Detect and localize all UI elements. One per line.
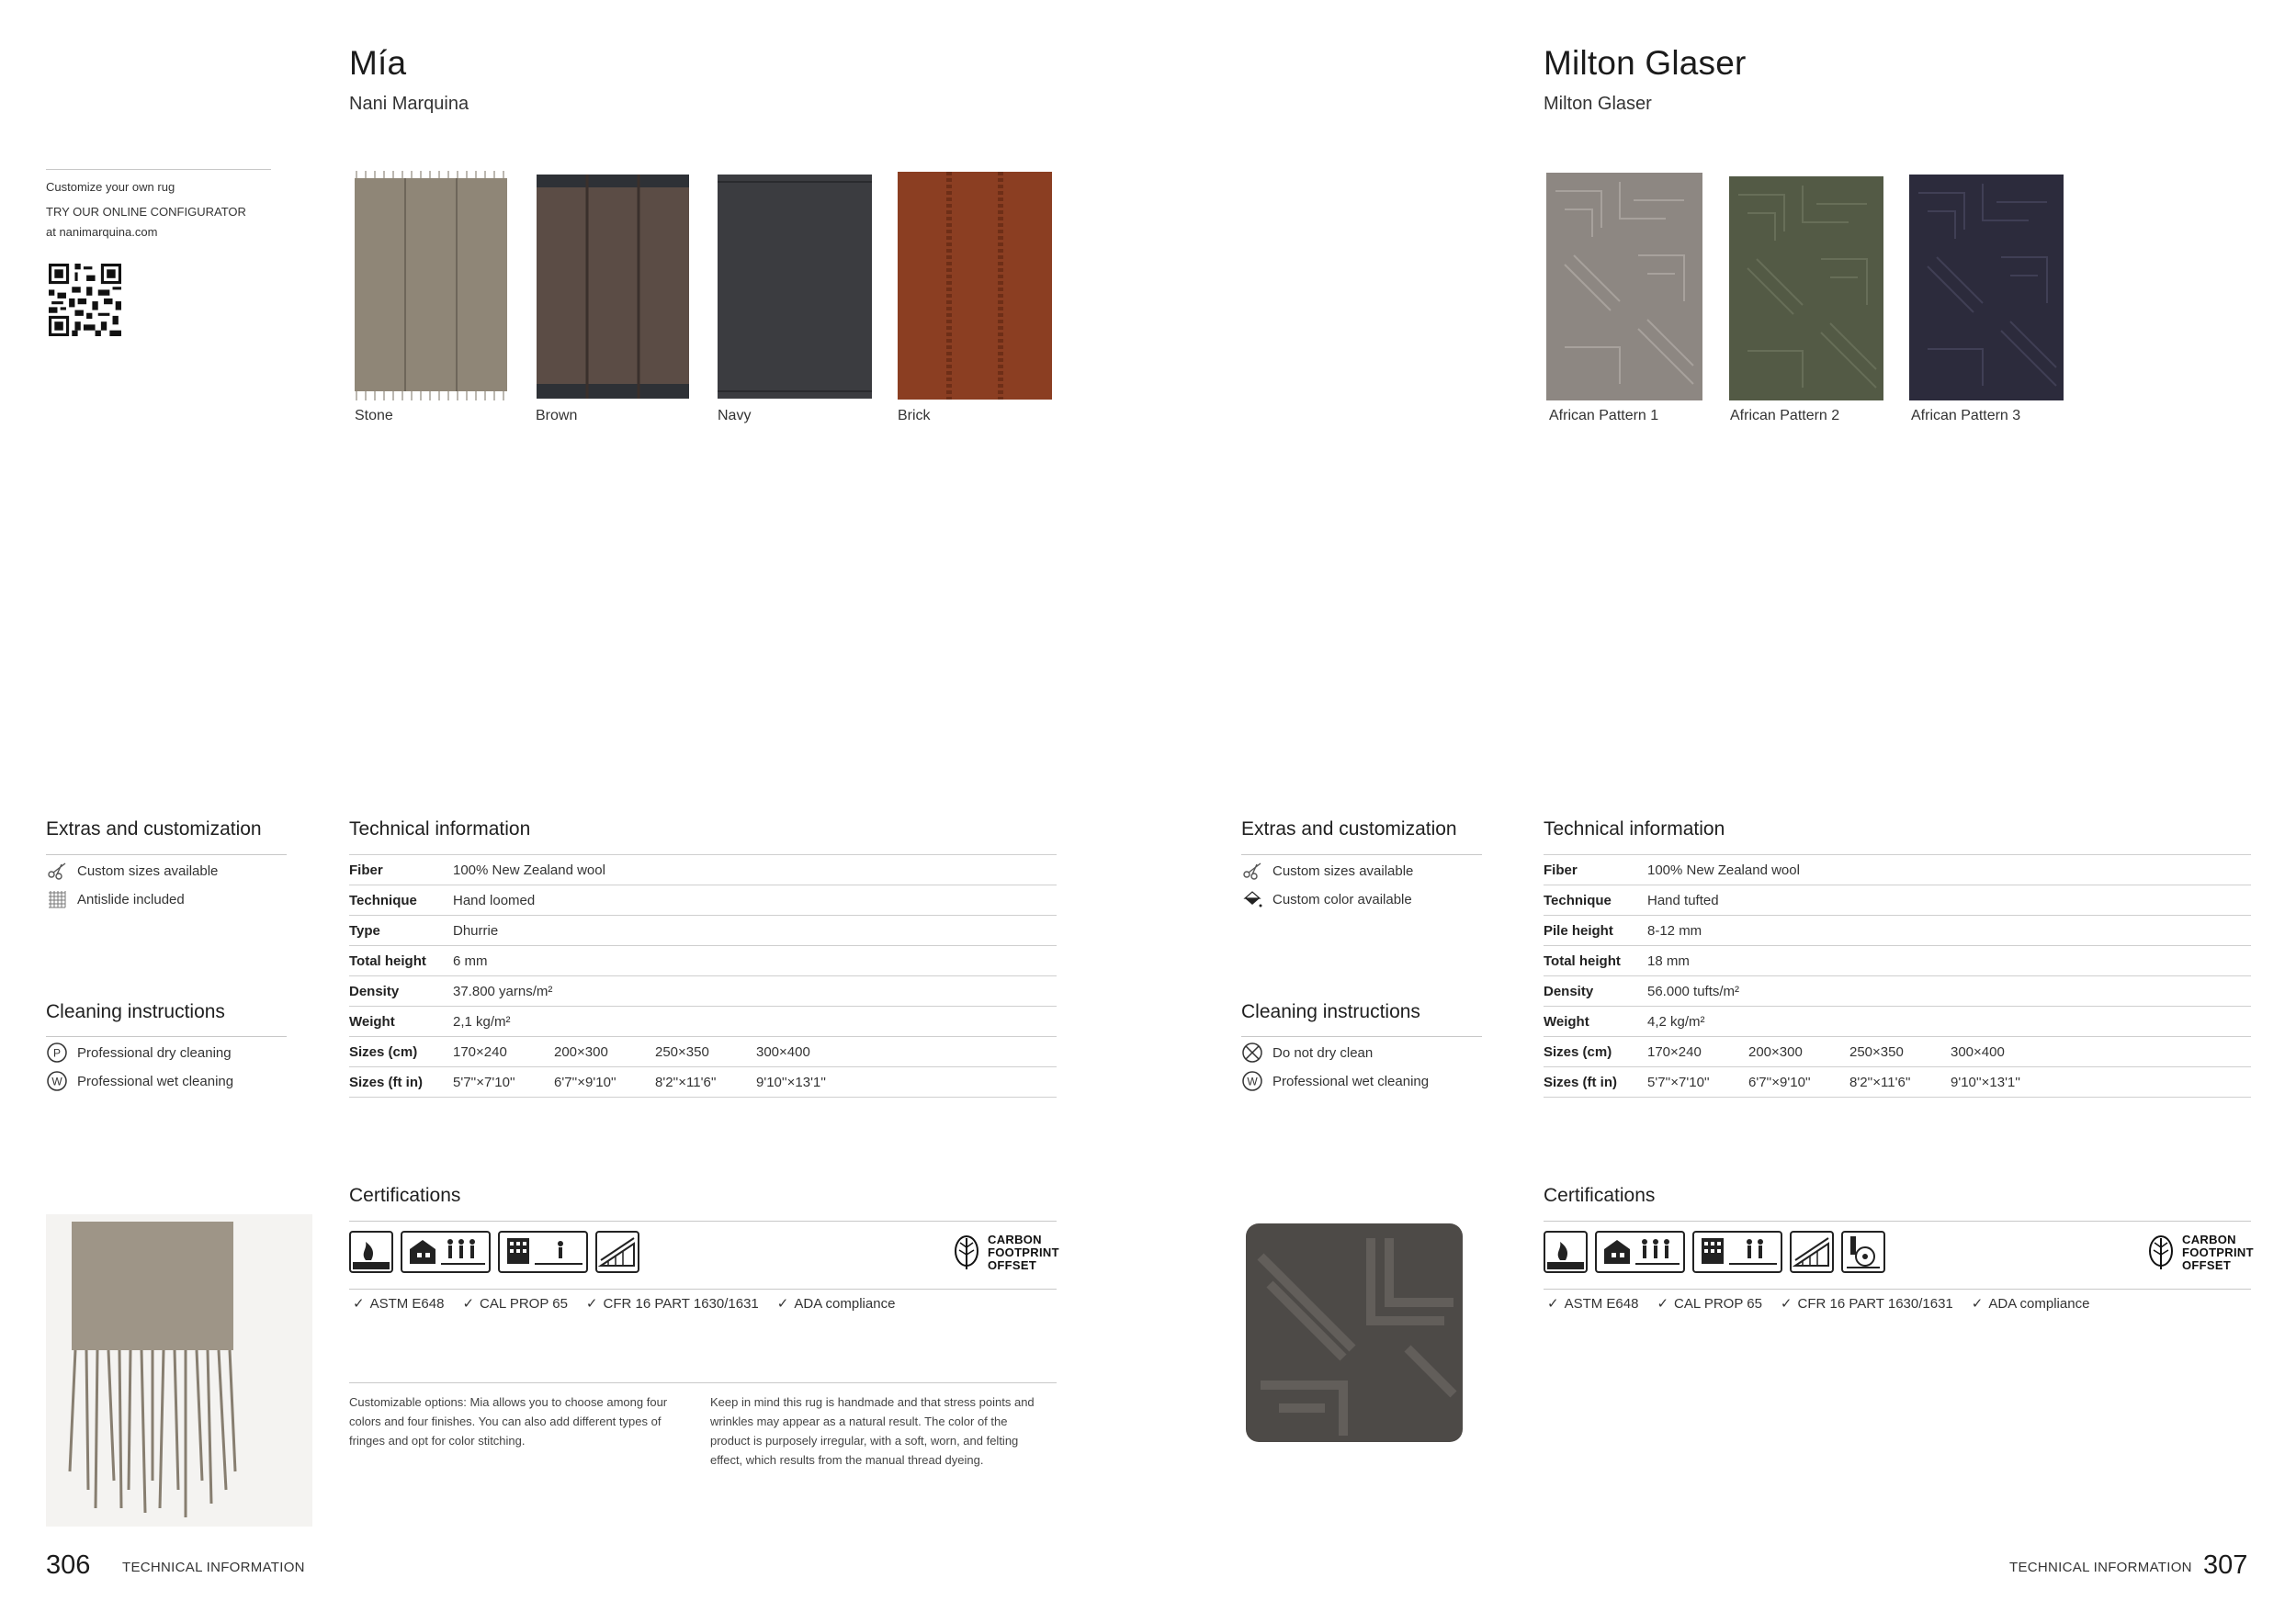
tech-title: Technical information (349, 818, 531, 840)
do-not-dry-clean-icon (1241, 1042, 1263, 1064)
compliance-item: ✓ CAL PROP 65 (462, 1295, 568, 1312)
tech-value: 8-12 mm (1647, 916, 2251, 946)
cleaning-title: Cleaning instructions (46, 1001, 225, 1022)
footer-label: TECHNICAL INFORMATION (2009, 1560, 2192, 1575)
note-customizable-options: Customizable options: Mia allows you to choose among four colors and four finishes. You can also add different types of fringes and opt for color stitching. (349, 1395, 668, 1448)
commercial-use-icon (498, 1231, 588, 1273)
compliance-item: ✓ ADA compliance (776, 1295, 896, 1312)
tech-key: Sizes (ft in) (1544, 1067, 1647, 1098)
cleaning-item (46, 1042, 232, 1064)
cleaning-label: Professional wet cleaning (77, 1073, 234, 1089)
carbon-line: OFFSET (988, 1258, 1037, 1272)
tech-value: 9'10''×13'1'' (1951, 1067, 2052, 1098)
cleaning-title: Cleaning instructions (1241, 1001, 1420, 1022)
rug-label: African Pattern 1 (1549, 408, 1659, 423)
tech-value: Dhurrie (453, 916, 1057, 946)
leaf-icon (951, 1234, 982, 1271)
tech-key: Sizes (cm) (349, 1037, 453, 1067)
tech-key: Sizes (cm) (1544, 1037, 1647, 1067)
leaf-icon (2145, 1234, 2177, 1271)
tech-value: 170×240 (453, 1037, 554, 1067)
tech-value: 5'7''×7'10'' (1647, 1067, 1748, 1098)
carbon-line: CARBON (2182, 1233, 2236, 1246)
check-icon: ✓ (462, 1296, 475, 1312)
product-detail-photo (46, 1214, 312, 1527)
tech-key: Density (1544, 976, 1647, 1007)
footer-label: TECHNICAL INFORMATION (122, 1560, 305, 1575)
page-number: 306 (46, 1550, 91, 1580)
cert-icons (1544, 1231, 1885, 1273)
rug-label: African Pattern 3 (1911, 408, 2021, 423)
rug-swatch-stone[interactable] (353, 171, 509, 400)
tech-row (349, 1007, 1057, 1037)
product-title: Milton Glaser (1544, 44, 1747, 82)
tech-value: 8'2''×11'6'' (655, 1067, 756, 1098)
extra-label: Custom sizes available (77, 862, 219, 879)
fire-rating-icon (1544, 1231, 1588, 1273)
tech-value: Hand tufted (1647, 885, 2251, 916)
divider (1544, 1221, 2251, 1222)
tech-value: 37.800 yarns/m² (453, 976, 1057, 1007)
rug-swatch-brown[interactable] (535, 175, 691, 399)
carbon-footprint-offset-badge (2145, 1234, 2254, 1272)
qr-code[interactable] (49, 264, 121, 336)
designer-name: Nani Marquina (349, 94, 469, 114)
tech-value: 300×400 (756, 1037, 857, 1067)
rug-swatch-african-pattern-1[interactable] (1546, 173, 1702, 400)
note-handmade: Keep in mind this rug is handmade and that stress points and wrinkles may appear as a natural result. The color of the product is purposely irregular, with a soft, worn, and felting effect, which results from the manual thread dyeing. (710, 1395, 1035, 1467)
configurator-url[interactable]: at nanimarquina.com (46, 225, 158, 239)
tech-filler (857, 1037, 1057, 1067)
tech-title: Technical information (1544, 818, 1725, 840)
divider (349, 1221, 1057, 1222)
cleaning-label: Professional dry cleaning (77, 1044, 232, 1061)
tech-row (349, 976, 1057, 1007)
check-icon: ✓ (1971, 1296, 1984, 1312)
tech-value: 250×350 (655, 1037, 756, 1067)
fire-rating-icon (349, 1231, 393, 1273)
tech-row (1544, 1067, 2251, 1098)
extra-custom-color (1241, 888, 1412, 910)
compliance-item: ✓ ADA compliance (1971, 1295, 2090, 1312)
tech-key: Total height (349, 946, 453, 976)
tech-filler (2052, 1067, 2251, 1098)
rug-label: African Pattern 2 (1730, 408, 1840, 423)
compliance-item: ✓ ASTM E648 (353, 1295, 445, 1312)
check-icon: ✓ (1657, 1296, 1669, 1312)
tech-key: Technique (349, 885, 453, 916)
check-icon: ✓ (1547, 1296, 1559, 1312)
tech-value: 6'7''×9'10'' (1748, 1067, 1849, 1098)
tech-value: 200×300 (1748, 1037, 1849, 1067)
carbon-footprint-offset-badge (951, 1234, 1059, 1272)
tech-value: 6 mm (453, 946, 1057, 976)
tech-row (1544, 1007, 2251, 1037)
tech-table (349, 854, 1057, 1098)
tech-value: 4,2 kg/m² (1647, 1007, 2251, 1037)
check-icon: ✓ (585, 1296, 598, 1312)
tech-value: 18 mm (1647, 946, 2251, 976)
configurator-link[interactable]: TRY OUR ONLINE CONFIGURATOR (46, 205, 246, 219)
tech-value: 2,1 kg/m² (453, 1007, 1057, 1037)
tech-value: 9'10''×13'1'' (756, 1067, 857, 1098)
compliance-list (1547, 1295, 2089, 1312)
extras-title: Extras and customization (1241, 818, 1457, 840)
extra-label: Antislide included (77, 891, 185, 907)
divider (1241, 854, 1482, 855)
commercial-use-icon (1692, 1231, 1782, 1273)
check-icon: ✓ (353, 1296, 365, 1312)
professional-wet-cleaning-icon (1241, 1070, 1263, 1092)
tech-key: Weight (1544, 1007, 1647, 1037)
scissors-icon (46, 860, 68, 882)
rug-swatch-african-pattern-3[interactable] (1909, 175, 2064, 400)
scissors-icon (1241, 860, 1263, 882)
divider (349, 1289, 1057, 1290)
tech-row (1544, 976, 2251, 1007)
tech-key: Total height (1544, 946, 1647, 976)
rug-swatch-african-pattern-2[interactable] (1729, 176, 1883, 400)
residential-use-icon (401, 1231, 491, 1273)
tech-row (349, 1067, 1057, 1098)
tech-value: 56.000 tufts/m² (1647, 976, 2251, 1007)
product-title: Mía (349, 44, 407, 82)
cleaning-label: Do not dry clean (1272, 1044, 1374, 1061)
rug-swatch-brick[interactable] (896, 172, 1054, 400)
tech-value: 250×350 (1849, 1037, 1951, 1067)
svg-text:W: W (1247, 1075, 1258, 1088)
tech-row (349, 885, 1057, 916)
tech-row (349, 916, 1057, 946)
carbon-line: FOOTPRINT (2182, 1245, 2254, 1259)
rug-swatch-navy[interactable] (716, 175, 874, 399)
tech-table (1544, 854, 2251, 1098)
compliance-item: ✓ CFR 16 PART 1630/1631 (585, 1295, 759, 1312)
tech-row (1544, 946, 2251, 976)
extra-custom-sizes (46, 860, 218, 882)
tech-row (1544, 916, 2251, 946)
extras-title: Extras and customization (46, 818, 262, 840)
tech-key: Type (349, 916, 453, 946)
cert-icons (349, 1231, 639, 1273)
extra-label: Custom sizes available (1272, 862, 1414, 879)
professional-wet-cleaning-icon (46, 1070, 68, 1092)
rug-label: Brown (536, 408, 578, 423)
tech-row (1544, 885, 2251, 916)
tech-value: 200×300 (554, 1037, 655, 1067)
tech-value: 6'7''×9'10'' (554, 1067, 655, 1098)
tech-key: Pile height (1544, 916, 1647, 946)
compliance-list (353, 1295, 895, 1312)
extra-antislide (46, 888, 185, 910)
check-icon: ✓ (1780, 1296, 1793, 1312)
tech-row (349, 855, 1057, 885)
cleaning-item (46, 1070, 233, 1092)
tech-value: 8'2''×11'6'' (1849, 1067, 1951, 1098)
professional-dry-cleaning-icon (46, 1042, 68, 1064)
grid-antislide-icon (46, 888, 68, 910)
page-number: 307 (2203, 1550, 2248, 1580)
divider (46, 854, 287, 855)
tech-key: Fiber (1544, 855, 1647, 885)
cleaning-label: Professional wet cleaning (1272, 1073, 1430, 1089)
tech-value: Hand loomed (453, 885, 1057, 916)
cleaning-item (1241, 1070, 1429, 1092)
tech-row (1544, 1037, 2251, 1067)
rug-label: Brick (898, 408, 931, 423)
extra-custom-sizes (1241, 860, 1413, 882)
tech-filler (857, 1067, 1057, 1098)
tech-value: 170×240 (1647, 1037, 1748, 1067)
rug-label: Stone (355, 408, 393, 423)
compliance-item: ✓ CFR 16 PART 1630/1631 (1780, 1295, 1953, 1312)
divider (1544, 1289, 2251, 1290)
divider (1241, 1036, 1482, 1037)
divider (46, 1036, 287, 1037)
carbon-line: FOOTPRINT (988, 1245, 1059, 1259)
tech-key: Weight (349, 1007, 453, 1037)
svg-text:W: W (51, 1075, 62, 1088)
tech-value: 100% New Zealand wool (453, 855, 1057, 885)
svg-text:P: P (52, 1046, 62, 1060)
rug-label: Navy (718, 408, 752, 423)
chair-castor-icon (1841, 1231, 1885, 1273)
divider (46, 169, 271, 170)
rug-fill (355, 178, 507, 391)
configurator-line1: Customize your own rug (46, 180, 175, 194)
compliance-item: ✓ CAL PROP 65 (1657, 1295, 1762, 1312)
tech-value: 300×400 (1951, 1037, 2052, 1067)
cleaning-item (1241, 1042, 1373, 1064)
tech-value: 100% New Zealand wool (1647, 855, 2251, 885)
stairs-use-icon (595, 1231, 639, 1273)
tech-row (349, 1037, 1057, 1067)
check-icon: ✓ (776, 1296, 789, 1312)
carbon-line: OFFSET (2182, 1258, 2232, 1272)
product-detail-photo (1242, 1220, 1466, 1446)
tech-value: 5'7''×7'10'' (453, 1067, 554, 1098)
cert-title: Certifications (1544, 1185, 1656, 1206)
cert-title: Certifications (349, 1185, 461, 1206)
tech-filler (2052, 1037, 2251, 1067)
stairs-use-icon (1790, 1231, 1834, 1273)
tech-key: Technique (1544, 885, 1647, 916)
tech-key: Density (349, 976, 453, 1007)
tech-key: Fiber (349, 855, 453, 885)
carbon-line: CARBON (988, 1233, 1042, 1246)
tech-row (349, 946, 1057, 976)
paint-bucket-icon (1241, 888, 1263, 910)
extra-label: Custom color available (1272, 891, 1412, 907)
tech-key: Sizes (ft in) (349, 1067, 453, 1098)
compliance-item: ✓ ASTM E648 (1547, 1295, 1639, 1312)
residential-use-icon (1595, 1231, 1685, 1273)
designer-name: Milton Glaser (1544, 94, 1652, 114)
tech-row (1544, 855, 2251, 885)
divider (349, 1382, 1057, 1383)
